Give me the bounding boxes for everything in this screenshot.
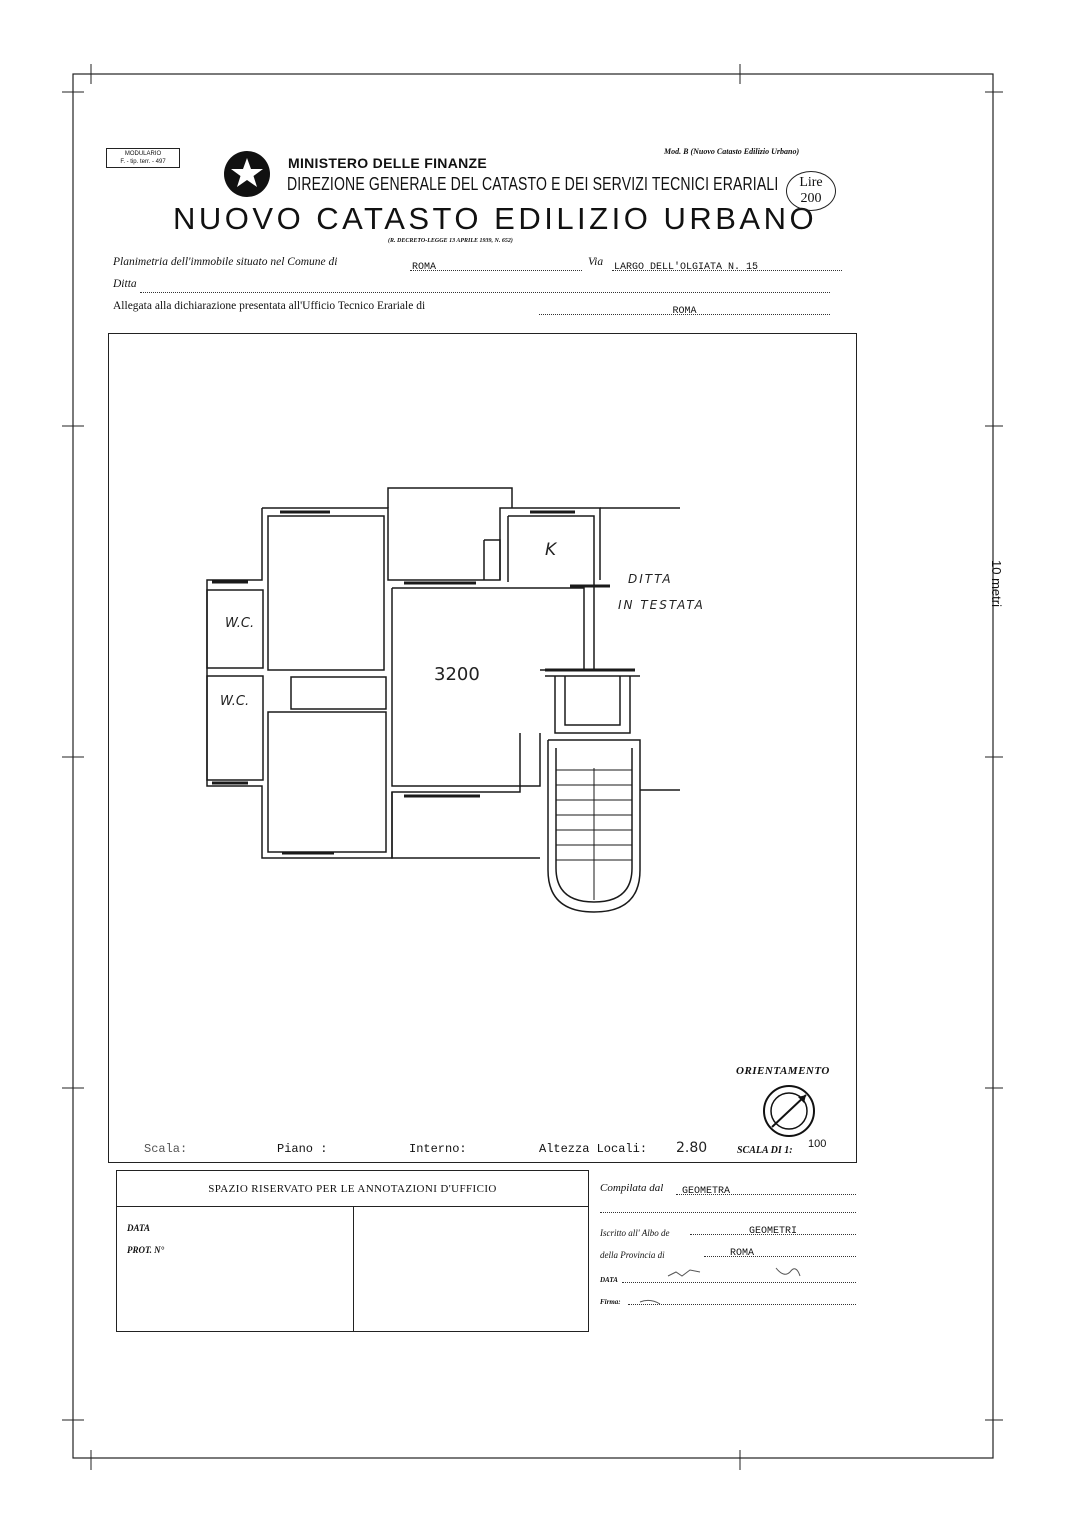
ufficio-value: ROMA	[672, 306, 697, 317]
office-prot-label: PROT. N°	[127, 1245, 165, 1255]
compiler-value: GEOMETRA	[682, 1186, 731, 1197]
decree-reference: (R. DECRETO-LEGGE 13 APRILE 1939, N. 652)	[388, 238, 513, 244]
internal-field-label: Interno:	[409, 1142, 467, 1156]
stamp-amount: 200	[800, 191, 822, 206]
room-label-k: K	[545, 540, 557, 560]
direction-name: DIREZIONE GENERALE DEL CATASTO E DEI SERVIZI TECNICI ERARIALI	[287, 174, 779, 194]
compiler-label: Compilata dal	[600, 1182, 664, 1194]
room-label-wc-2: W.C.	[220, 694, 250, 709]
modulario-label: MODULARIO	[124, 151, 162, 157]
floor-field-label: Piano :	[277, 1142, 328, 1156]
scale-field-label: Scala:	[144, 1142, 188, 1156]
via-label: Via	[588, 256, 604, 268]
height-value: 2.80	[676, 1140, 708, 1156]
comune-value: ROMA	[412, 262, 437, 273]
signature-label: Firma:	[600, 1298, 621, 1306]
ministry-name: MINISTERO DELLE FINANZE	[288, 155, 488, 171]
height-field-label: Altezza Locali:	[539, 1142, 648, 1156]
office-date-label: DATA	[127, 1223, 151, 1233]
ditta-label: Ditta	[113, 278, 137, 290]
compiler-date-label: DATA	[600, 1276, 618, 1284]
register-label: Iscritto all' Albo de	[600, 1228, 670, 1238]
scale-ratio-label: SCALA DI 1:	[737, 1145, 793, 1156]
province-label: della Provincia di	[600, 1250, 665, 1260]
model-label: Mod. B (Nuovo Catasto Edilizio Urbano)	[664, 147, 800, 156]
province-value: ROMA	[730, 1248, 755, 1259]
orientation-label: ORIENTAMENTO	[736, 1065, 830, 1077]
plan-number: 3200	[434, 664, 480, 685]
office-annotations-title: SPAZIO RISERVATO PER LE ANNOTAZIONI D'UFFICIO	[117, 1171, 588, 1207]
modulario-code: F. - tip. terr. - 497	[120, 159, 166, 165]
owner-note-line2: IN TESTATA	[618, 598, 705, 612]
owner-note-line1: DITTA	[628, 572, 673, 586]
via-value: LARGO DELL'OLGIATA N. 15	[614, 262, 759, 273]
stamp-currency: Lire	[799, 175, 823, 190]
planimetria-label: Planimetria dell'immobile situato nel Comune di	[113, 256, 338, 268]
room-label-wc-1: W.C.	[225, 616, 255, 631]
side-scale-label: 10 metri	[989, 560, 1004, 607]
scale-ratio-value: 100	[808, 1138, 827, 1150]
allegata-label: Allegata alla dichiarazione presentata all'Ufficio Tecnico Erariale di	[113, 300, 426, 312]
register-value: GEOMETRI	[748, 1226, 797, 1237]
document-title: NUOVO CATASTO EDILIZIO URBANO	[173, 201, 818, 236]
